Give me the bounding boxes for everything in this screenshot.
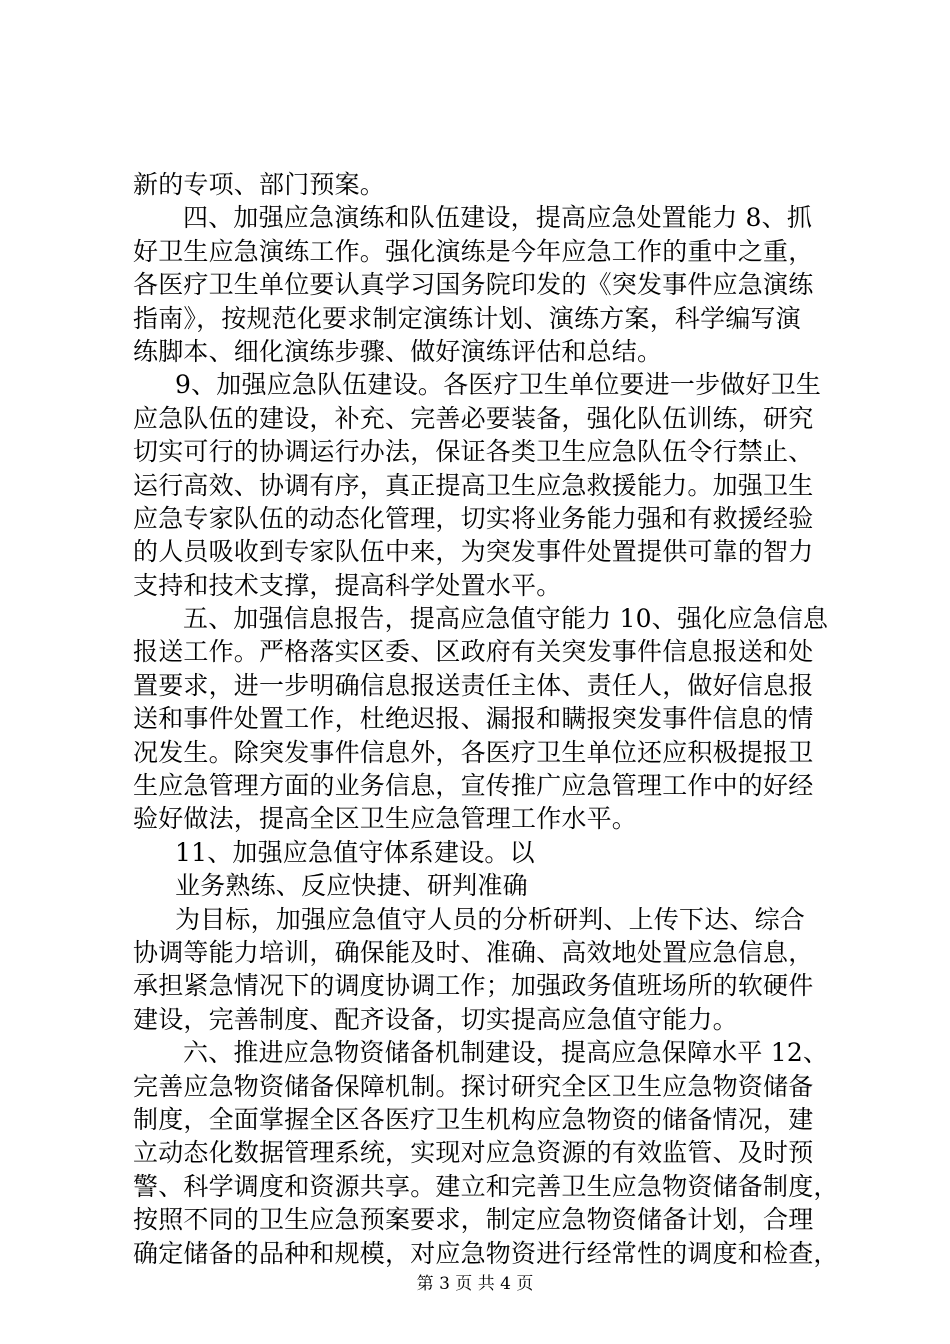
text-line: 新的专项、部门预案。 bbox=[133, 170, 386, 199]
text-line: 好卫生应急演练工作。强化演练是今年应急工作的重中之重， bbox=[133, 236, 814, 266]
text-line: 六、推进应急物资储备机制建设，提高应急保障水平 12、 bbox=[183, 1038, 829, 1068]
text-line: 五、加强信息报告，提高应急值守能力 10、强化应急信息 bbox=[183, 604, 829, 634]
text-line: 承担紧急情况下的调度协调工作；加强政务值班场所的软硬件 bbox=[133, 971, 814, 1001]
text-line: 验好做法，提高全区卫生应急管理工作水平。 bbox=[133, 804, 638, 834]
text-line: 支持和技术支撑，提高科学处置水平。 bbox=[133, 570, 562, 600]
text-line: 置要求，进一步明确信息报送责任主体、责任人，做好信息报 bbox=[133, 670, 814, 700]
text-line: 9、加强应急队伍建设。各医疗卫生单位要进一步做好卫生 bbox=[175, 370, 822, 400]
text-line: 为目标，加强应急值守人员的分析研判、上传下达、综合 bbox=[175, 904, 806, 934]
text-line: 11、加强应急值守体系建设。以 bbox=[175, 837, 535, 867]
text-line: 指南》，按规范化要求制定演练计划、演练方案，科学编写演 bbox=[133, 303, 801, 333]
text-line: 应急队伍的建设，补充、完善必要装备，强化队伍训练，研究 bbox=[133, 403, 814, 433]
text-line: 按照不同的卫生应急预案要求，制定应急物资储备计划，合理 bbox=[133, 1205, 814, 1235]
text-line: 协调等能力培训，确保能及时、准确、高效地处置应急信息， bbox=[133, 937, 814, 967]
text-line: 警、科学调度和资源共享。建立和完善卫生应急物资储备制度， bbox=[133, 1171, 839, 1201]
text-line: 完善应急物资储备保障机制。探讨研究全区卫生应急物资储备 bbox=[133, 1071, 814, 1101]
text-line: 建设，完善制度、配齐设备，切实提高应急值守能力。 bbox=[133, 1004, 738, 1034]
text-line: 报送工作。严格落实区委、区政府有关突发事件信息报送和处 bbox=[133, 637, 814, 667]
text-line: 各医疗卫生单位要认真学习国务院印发的《突发事件应急演练 bbox=[133, 270, 814, 300]
text-line: 切实可行的协调运行办法，保证各类卫生应急队伍令行禁止、 bbox=[133, 437, 814, 467]
document-body bbox=[133, 168, 839, 1270]
text-line: 制度，全面掌握全区各医疗卫生机构应急物资的储备情况，建 bbox=[133, 1104, 814, 1134]
text-line: 立动态化数据管理系统，实现对应急资源的有效监管、及时预 bbox=[133, 1138, 814, 1168]
text-line: 运行高效、协调有序，真正提高卫生应急救援能力。加强卫生 bbox=[133, 470, 814, 500]
text-line: 练脚本、细化演练步骤、做好演练评估和总结。 bbox=[133, 336, 663, 366]
text-line: 送和事件处置工作，杜绝迟报、漏报和瞒报突发事件信息的情 bbox=[133, 704, 814, 734]
text-line: 业务熟练、反应快捷、研判准确 bbox=[175, 871, 528, 901]
text-line: 况发生。除突发事件信息外，各医疗卫生单位还应积极提报卫 bbox=[133, 737, 814, 767]
text-line: 生应急管理方面的业务信息，宣传推广应急管理工作中的好经 bbox=[133, 771, 814, 801]
text-line: 的人员吸收到专家队伍中来，为突发事件处置提供可靠的智力 bbox=[133, 537, 814, 567]
text-line: 四、加强应急演练和队伍建设，提高应急处置能力 8、抓 bbox=[183, 203, 813, 233]
text-line: 确定储备的品种和规模，对应急物资进行经常性的调度和检查， bbox=[133, 1238, 839, 1268]
page-footer: 第 3 页 共 4 页 bbox=[416, 1274, 534, 1294]
text-line: 应急专家队伍的动态化管理，切实将业务能力强和有救援经验 bbox=[133, 503, 814, 533]
